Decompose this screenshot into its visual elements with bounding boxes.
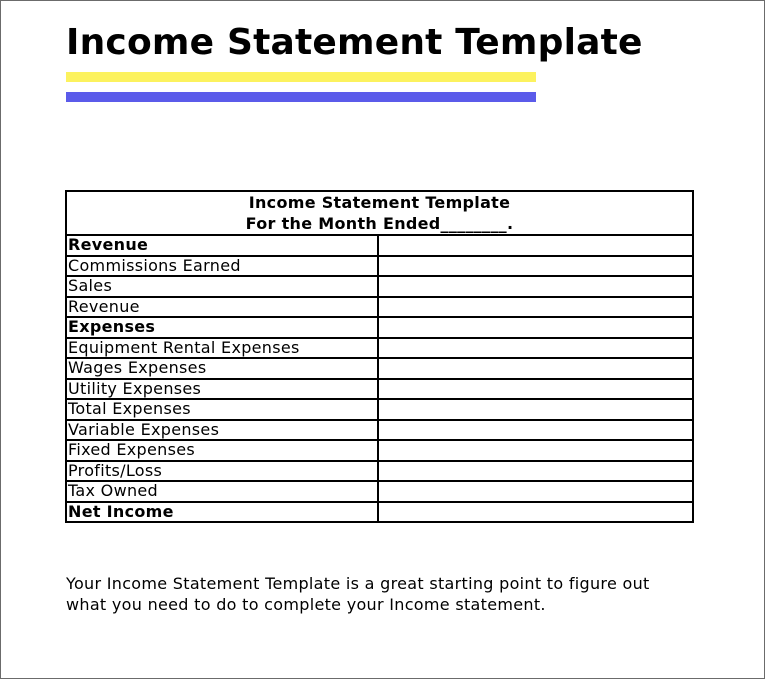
row-label: Tax Owned (66, 481, 378, 502)
table-row (66, 297, 693, 318)
table-row (66, 399, 693, 420)
row-value-cell[interactable] (378, 379, 693, 400)
table-row (66, 420, 693, 441)
income-statement-table (65, 190, 694, 523)
table-body (66, 235, 693, 522)
row-label: Revenue (66, 235, 378, 256)
row-label: Net Income (66, 502, 378, 523)
table-row (66, 256, 693, 277)
row-value-cell[interactable] (378, 420, 693, 441)
row-label: Total Expenses (66, 399, 378, 420)
row-label: Profits/Loss (66, 461, 378, 482)
description-line-1: Your Income Statement Template is a great starting point to figure out (66, 574, 650, 593)
page-title: Income Statement Template (66, 22, 643, 63)
description (66, 573, 716, 615)
row-value-cell[interactable] (378, 481, 693, 502)
table-header-title: Income Statement Template (248, 193, 511, 212)
table-header-row (66, 191, 693, 235)
table-header (66, 191, 693, 235)
row-label: Wages Expenses (66, 358, 378, 379)
row-value-cell[interactable] (378, 276, 693, 297)
title-underline-blue (66, 92, 536, 102)
table-row (66, 317, 693, 338)
row-value-cell[interactable] (378, 317, 693, 338)
table-row (66, 235, 693, 256)
table-header-period: For the Month Ended________. (245, 214, 514, 233)
row-label: Revenue (66, 297, 378, 318)
row-value-cell[interactable] (378, 399, 693, 420)
row-value-cell[interactable] (378, 502, 693, 523)
row-label: Sales (66, 276, 378, 297)
table-row (66, 338, 693, 359)
row-label: Variable Expenses (66, 420, 378, 441)
row-label: Expenses (66, 317, 378, 338)
table-row (66, 461, 693, 482)
table-row (66, 440, 693, 461)
row-value-cell[interactable] (378, 256, 693, 277)
table-row (66, 276, 693, 297)
table-row (66, 358, 693, 379)
table-row (66, 481, 693, 502)
table-row (66, 379, 693, 400)
row-label: Commissions Earned (66, 256, 378, 277)
row-label: Utility Expenses (66, 379, 378, 400)
row-value-cell[interactable] (378, 358, 693, 379)
row-value-cell[interactable] (378, 440, 693, 461)
table-row (66, 502, 693, 523)
row-label: Fixed Expenses (66, 440, 378, 461)
row-label: Equipment Rental Expenses (66, 338, 378, 359)
row-value-cell[interactable] (378, 235, 693, 256)
description-line-2: what you need to do to complete your Income statement. (66, 595, 546, 614)
row-value-cell[interactable] (378, 297, 693, 318)
row-value-cell[interactable] (378, 461, 693, 482)
row-value-cell[interactable] (378, 338, 693, 359)
title-underline-yellow (66, 72, 536, 82)
